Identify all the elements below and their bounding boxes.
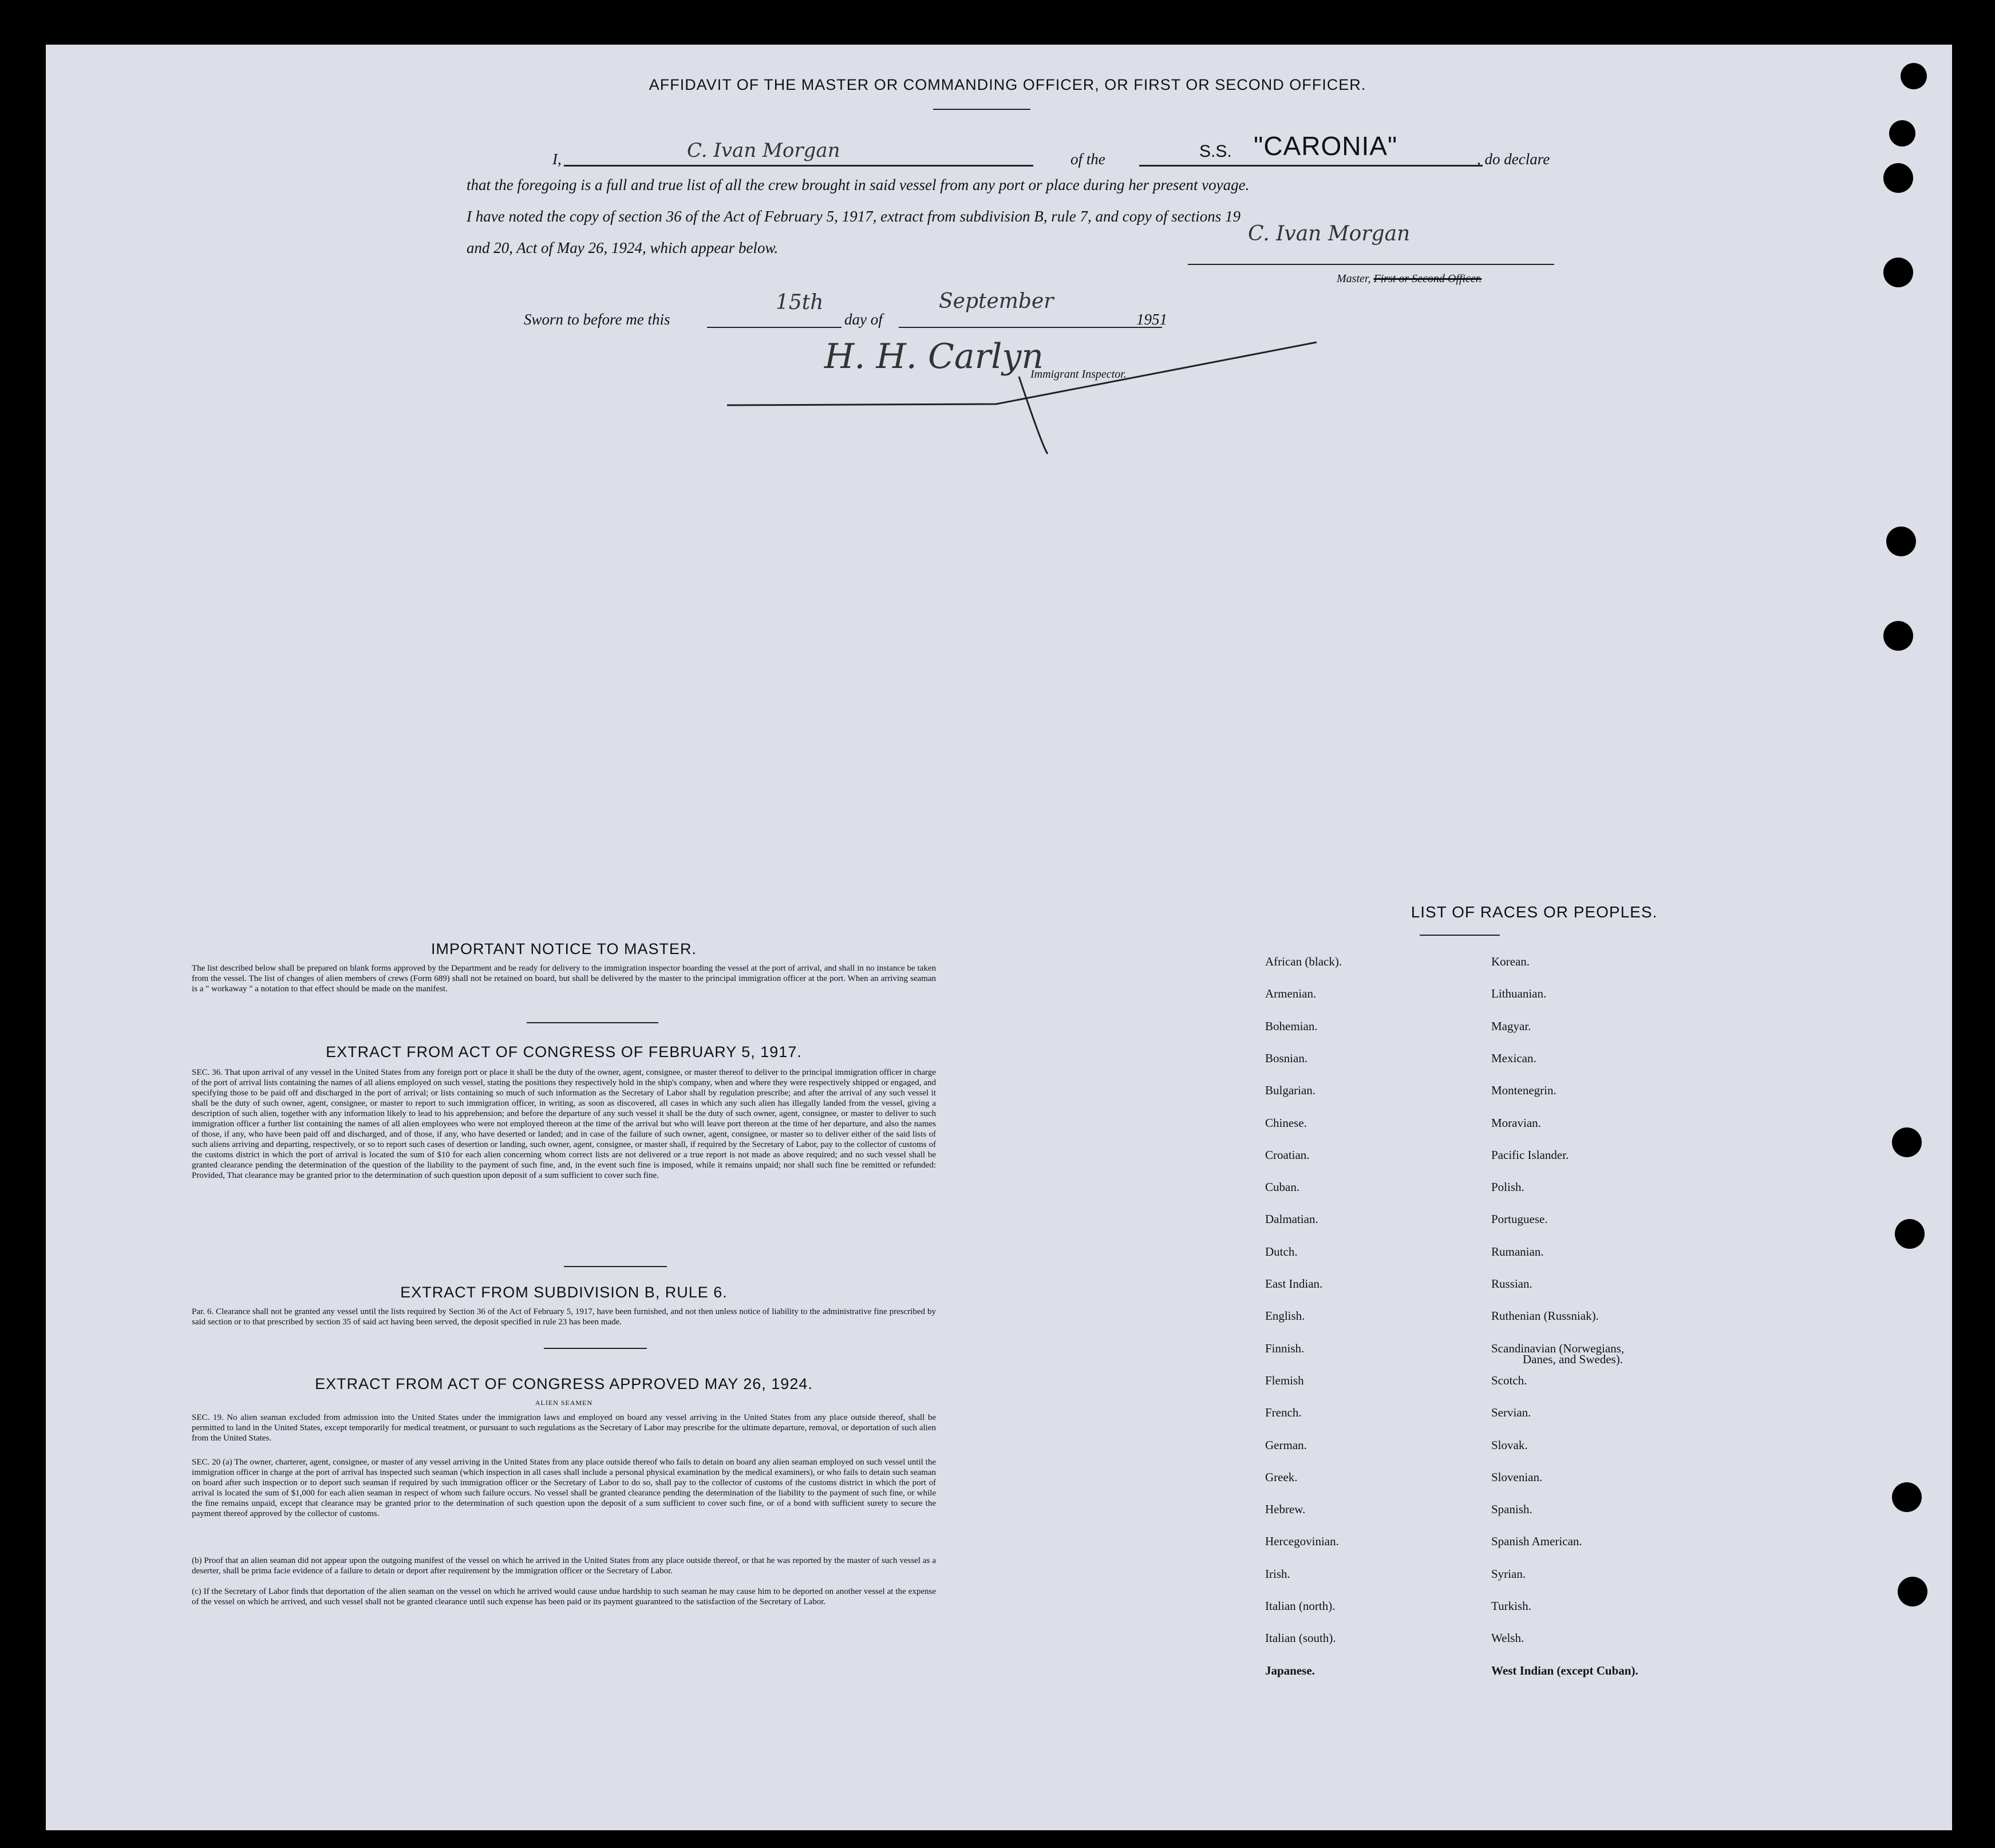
race-item: Japanese. [1265, 1663, 1315, 1677]
binder-hole [1892, 1127, 1922, 1157]
vessel-prefix: S.S. [1199, 142, 1232, 161]
sworn-year: 1951 [1136, 311, 1167, 328]
inspector-signature: H. H. Carlyn [824, 337, 1044, 377]
master-label-text: Master, [1337, 272, 1371, 285]
binder-hole [1883, 258, 1913, 287]
race-item: Slovenian. [1491, 1470, 1543, 1484]
race-item: Hercegovinian. [1265, 1534, 1339, 1549]
race-item: Mexican. [1491, 1051, 1536, 1065]
document-page [46, 45, 1952, 1830]
sworn-month-line [899, 327, 1162, 328]
of-the-label: of the [1070, 151, 1105, 168]
binder-hole [1898, 1577, 1927, 1606]
affidavit-line-1: that the foregoing is a full and true list of all the crew brought in said vessel from any port or place during her present voyage. [467, 176, 1250, 193]
sworn-month: September [939, 290, 1054, 313]
race-item: Italian (north). [1265, 1599, 1336, 1613]
race-item: Polish. [1491, 1180, 1524, 1194]
vessel-name: "CARONIA" [1254, 131, 1398, 161]
title-underline [933, 109, 1030, 110]
race-item: Turkish. [1491, 1599, 1531, 1613]
race-item: Magyar. [1491, 1019, 1531, 1033]
signer-line [564, 165, 1033, 167]
race-item: Bohemian. [1265, 1019, 1318, 1033]
do-declare: , do declare [1477, 151, 1550, 168]
extract-1917-text: SEC. 36. That upon arrival of any vessel in the United States from any foreign port or place it shall be the duty of the owner, agent, consignee, or master thereof to deliver to the principal immigration officer in charge of the port of arrival lists containing the names of all aliens employed on such vessel, stating the positions they respectively hold in the ship's company, when and where they were respectively shipped or engaged, and specifying those to be paid off and discharged in the port of arrival; or lists containing so much of such information as the Secretary of Labor shall by regulation prescribe; and after the arrival of any such vessel it shall be the duty of such owner, agent, consignee, or master to report to such immigration officer, in writing, as soon as discovered, all cases in which any such alien has illegally landed from the vessel, giving a description of such alien, together with any information likely to lead to his apprehension; and before the departure of any such vessel it shall be the duty of such owner, agent, consignee, or master to deliver to such immigration officer a further list containing the names of all alien employees who were not employed thereon at the time of the arrival but who will leave port thereon at the time of her departure, and also the names of those, if any, who have been paid off and discharged, and of those, if any, who have deserted or landed; and in case of the failure of such owner, agent, consignee, or master so to deliver either of the said lists of such aliens arriving and departing, respectively, or so to report such cases of desertion or landing, such owner, agent, consignee, or master shall, if required by the Secretary of Labor, pay to the collector of customs of the customs district in which the port of arrival is located the sum of $10 for each alien concerning whom correct lists are not delivered or a true report is not made as above required; and no such vessel shall be granted clearance pending the determination of the question of the liability to the payment of such fine, and, in the event such fine is imposed, while it remains unpaid; nor shall such fine be remitted or refunded: Provided, That clearance may be granted prior to the determination of such question upon deposit of a sum sufficient to cover such fine. [192, 1068, 936, 1180]
race-item: Spanish American. [1491, 1534, 1582, 1549]
race-item: Armenian. [1265, 987, 1317, 1001]
binder-hole [1886, 527, 1916, 556]
binder-hole [1895, 1219, 1925, 1249]
extract-1917-divider [564, 1266, 667, 1267]
race-item: Bulgarian. [1265, 1083, 1316, 1098]
vessel-line [1139, 165, 1483, 167]
sworn-day-line [707, 327, 842, 328]
signer-handwritten: C. Ivan Morgan [687, 139, 840, 162]
master-signature: C. Ivan Morgan [1248, 222, 1411, 246]
race-item: Slovak. [1491, 1438, 1528, 1452]
rule6-text: Par. 6. Clearance shall not be granted any vessel until the lists required by Section 36 of the Act of February 5, 1917, have been furnished, and not then unless notice of liability to the administrative fine prescribed by said section or to that prescribed by section 35 of said act having been served, the deposit specified in rule 23 has been made. [192, 1307, 936, 1327]
race-item: Bosnian. [1265, 1051, 1308, 1065]
race-item: Dalmatian. [1265, 1212, 1318, 1226]
race-item: Cuban. [1265, 1180, 1300, 1194]
race-item: African (black). [1265, 955, 1342, 968]
race-item: Moravian. [1491, 1115, 1541, 1130]
race-item: Greek. [1265, 1470, 1298, 1484]
race-item: Italian (south). [1265, 1631, 1336, 1645]
race-item: Montenegrin. [1491, 1083, 1557, 1098]
inspector-label: Immigrant Inspector. [1030, 368, 1127, 381]
race-item: Dutch. [1265, 1244, 1298, 1259]
affidavit-line-3: and 20, Act of May 26, 1924, which appear below. [467, 239, 779, 256]
race-item: French. [1265, 1406, 1302, 1420]
sec20a-text: SEC. 20 (a) The owner, charterer, agent, consignee, or master of any vessel arriving in the United States from any place outside thereof who fails to detain on board any alien seaman employed on such vessel until the immigration officer in charge at the port of arrival has inspected such seaman (which inspection in all cases shall include a personal physical examination by the medical examiners), or who fails to detain such seaman on board after such inspection or to deport such seaman if required by such immigration officer or the Secretary of Labor to do so, shall pay to the collector of customs of the customs district in which the port of arrival is located the sum of $1,000 for each alien seaman in respect of whom such failure occurs. No vessel shall be granted clearance pending the determination of the liability to the payment of such fine, or while the fine remains unpaid, except that clearance may be granted prior to the determination of such question upon the deposit of a sum sufficient to cover such fine, or of a bond with sufficient surety to secure the payment thereof approved by the collector of customs. [192, 1458, 936, 1518]
race-item: Croatian. [1265, 1147, 1310, 1162]
sec20c-text: (c) If the Secretary of Labor finds that deportation of the alien seaman on the vessel on which he arrived would cause undue hardship to such seaman he may cause him to be deported on another vessel at the expense of the vessel on which he arrived, and such vessel shall not be granted clearance until such expense has been paid or its payment guaranteed to the satisfaction of the Secretary of Labor. [192, 1587, 936, 1606]
races-title: LIST OF RACES OR PEOPLES. [1411, 903, 1658, 921]
races-underline [1420, 935, 1500, 936]
day-of-label: day of [844, 311, 883, 328]
race-item: Portuguese. [1491, 1212, 1548, 1226]
race-scandinavian-continued: Danes, and Swedes). [1523, 1352, 1623, 1366]
race-item: Welsh. [1491, 1631, 1524, 1645]
binder-hole [1892, 1482, 1922, 1512]
notice-text: The list described below shall be prepared on blank forms approved by the Department and be ready for delivery to the immigration inspector boarding the vessel at the port of arrival, and shall in no instance be taken from the vessel. The list of changes of alien members of crews (Form 689) shall not be retained on board, but shall be delivered by the master to the principal immigration officer at the port. When an arriving seaman is a " workaway " a notation to that effect should be made on the manifest. [192, 964, 936, 994]
i-label: I, [552, 151, 562, 168]
alien-seamen-subtitle: ALIEN SEAMEN [535, 1399, 593, 1407]
race-item: Lithuanian. [1491, 987, 1547, 1001]
extract-1917-title: EXTRACT FROM ACT OF CONGRESS OF FEBRUARY 5, 1917. [326, 1043, 802, 1060]
sec20b-text: (b) Proof that an alien seaman did not appear upon the outgoing manifest of the vessel on which he arrived in the United States from any place outside thereof, or that he was reported by the master of such vessel as a deserter, shall be prima facie evidence of a failure to detain or deport after requirement by the immigration officer or the Secretary of Labor. [192, 1556, 936, 1576]
rule6-title: EXTRACT FROM SUBDIVISION B, RULE 6. [400, 1284, 728, 1301]
race-item: Scotch. [1491, 1373, 1527, 1387]
inspector-signature-stroke [721, 331, 1322, 462]
notice-title: IMPORTANT NOTICE TO MASTER. [430, 940, 697, 957]
affidavit-title: AFFIDAVIT OF THE MASTER OR COMMANDING OFFICER, OR FIRST OR SECOND OFFICER. [649, 76, 1366, 93]
binder-hole [1901, 63, 1927, 89]
race-item: Russian. [1491, 1277, 1532, 1291]
race-item: German. [1265, 1438, 1307, 1452]
race-item: Syrian. [1491, 1566, 1526, 1581]
race-item: West Indian (except Cuban). [1491, 1663, 1638, 1677]
race-item: Rumanian. [1491, 1244, 1544, 1259]
sworn-day: 15th [776, 291, 824, 314]
race-item: Chinese. [1265, 1115, 1307, 1130]
rule6-divider [544, 1348, 647, 1349]
master-struck-text: First or Second Officer. [1373, 272, 1482, 285]
race-item: Irish. [1265, 1566, 1290, 1581]
sec19-text: SEC. 19. No alien seaman excluded from admission into the United States under the immigration laws and employed on board any vessel arriving in the United States from any place outside thereof, shall be permitted to land in the United States, except temporarily for medical treatment, or pursuant to such regulations as the Secretary of Labor may prescribe for the ultimate departure, removal, or deportation of such alien from the United States. [192, 1413, 936, 1443]
notice-divider [527, 1022, 658, 1023]
race-item: Korean. [1491, 955, 1530, 968]
race-item: English. [1265, 1309, 1305, 1323]
binder-hole [1883, 163, 1913, 193]
sworn-label: Sworn to before me this [524, 311, 670, 328]
master-signature-line [1188, 264, 1554, 265]
race-item: Flemish [1265, 1373, 1304, 1387]
race-item: Finnish. [1265, 1341, 1305, 1355]
race-item: East Indian. [1265, 1277, 1323, 1291]
master-label [1337, 272, 1482, 286]
binder-hole [1883, 621, 1913, 651]
race-item: Ruthenian (Russniak). [1491, 1309, 1599, 1323]
race-item: Scandinavian (Norwegians, [1491, 1341, 1625, 1355]
race-item: Servian. [1491, 1406, 1531, 1420]
binder-hole [1889, 120, 1915, 147]
race-item: Pacific Islander. [1491, 1147, 1569, 1162]
affidavit-line-2: I have noted the copy of section 36 of the Act of February 5, 1917, extract from subdivision B, rule 7, and copy of sections 19 [467, 208, 1241, 225]
extract-1924-title: EXTRACT FROM ACT OF CONGRESS APPROVED MAY 26, 1924. [315, 1375, 813, 1392]
race-item: Hebrew. [1265, 1502, 1306, 1517]
race-item: Spanish. [1491, 1502, 1532, 1517]
